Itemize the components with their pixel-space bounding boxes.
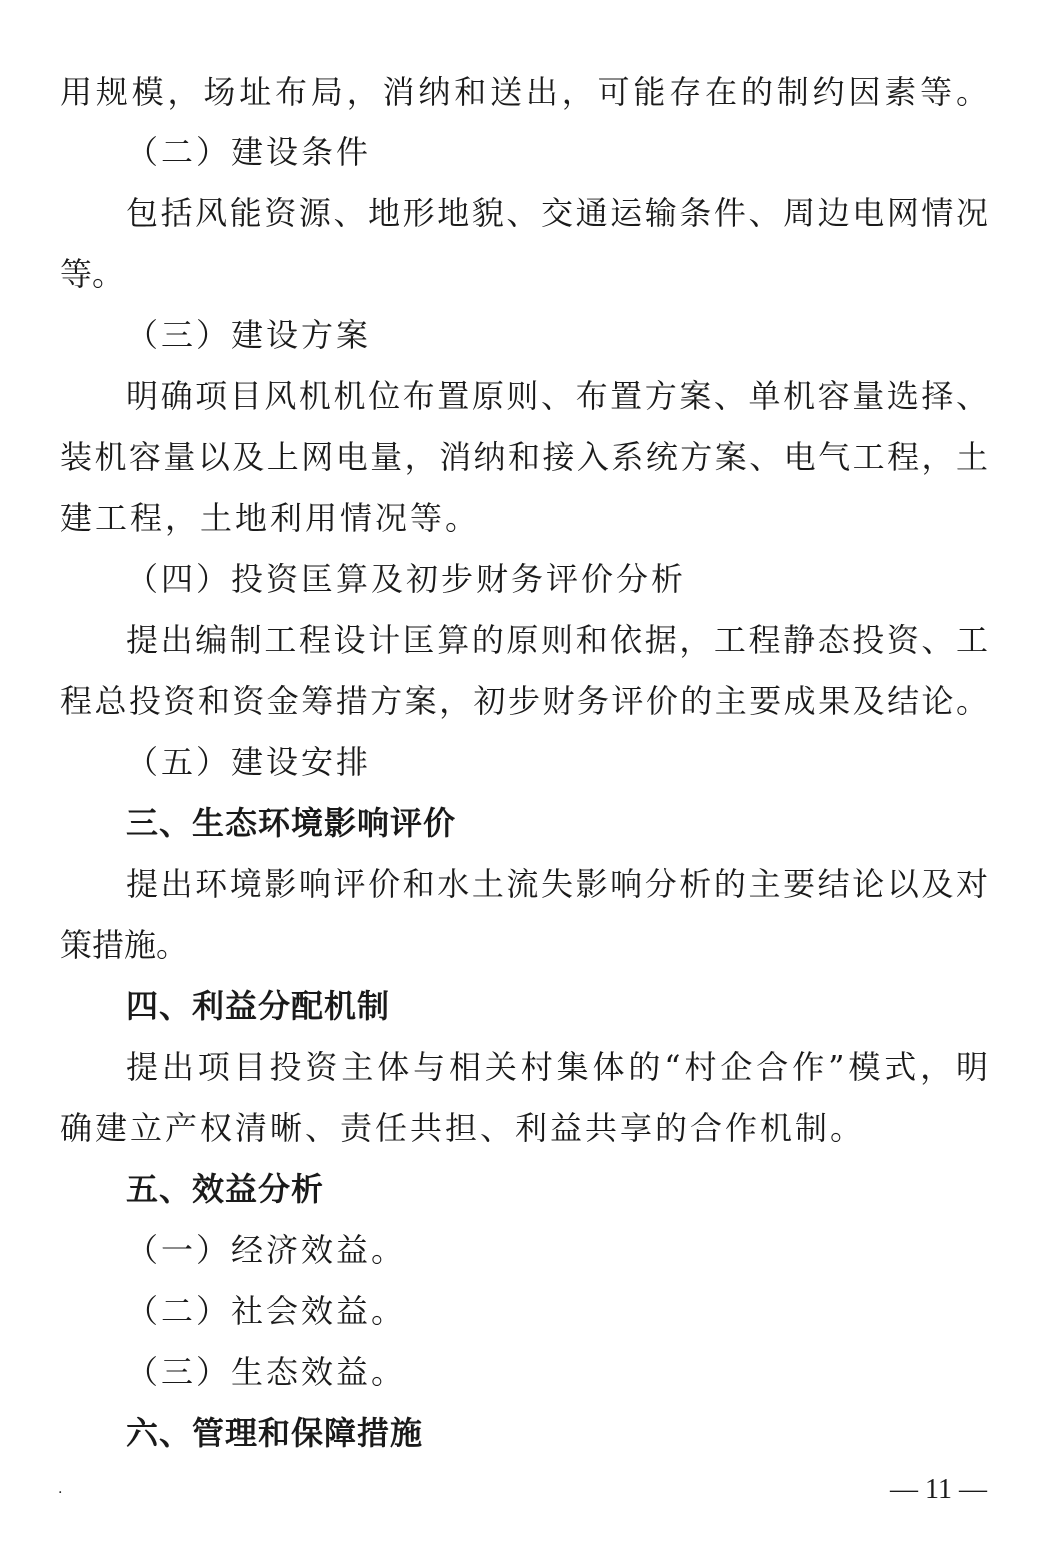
body-line: 程总投资和资金筹措方案，初步财务评价的主要成果及结论。 bbox=[60, 682, 988, 720]
subsection-item: （二）社会效益。 bbox=[126, 1292, 407, 1330]
subsection-heading: （四）投资匡算及初步财务评价分析 bbox=[126, 560, 687, 598]
section-heading: 六、管理和保障措施 bbox=[126, 1414, 424, 1452]
body-line: 确建立产权清晰、责任共担、利益共享的合作机制。 bbox=[60, 1109, 866, 1147]
body-line: 等。 bbox=[60, 255, 125, 293]
section-heading: 四、利益分配机制 bbox=[126, 987, 391, 1025]
body-line: 装机容量以及上网电量，消纳和接入系统方案、电气工程，土 bbox=[60, 438, 988, 476]
body-line: 包括风能资源、地形地貌、交通运输条件、周边电网情况 bbox=[126, 194, 988, 232]
body-line: 建工程，土地利用情况等。 bbox=[60, 499, 481, 537]
subsection-heading: （五）建设安排 bbox=[126, 743, 372, 781]
body-line: 策措施。 bbox=[60, 926, 189, 964]
body-line: 明确项目风机机位布置原则、布置方案、单机容量选择、 bbox=[126, 377, 988, 415]
subsection-heading: （二）建设条件 bbox=[126, 133, 372, 171]
subsection-heading: （三）建设方案 bbox=[126, 316, 372, 354]
section-heading: 五、效益分析 bbox=[126, 1170, 325, 1208]
body-line: 提出项目投资主体与相关村集体的“村企合作”模式，明 bbox=[126, 1048, 988, 1086]
body-line: 提出环境影响评价和水土流失影响分析的主要结论以及对 bbox=[126, 865, 988, 903]
footer-dot: . bbox=[58, 1481, 63, 1497]
section-heading: 三、生态环境影响评价 bbox=[126, 804, 457, 842]
body-line: 用规模，场址布局，消纳和送出，可能存在的制约因素等。 bbox=[60, 73, 988, 111]
body-line: 提出编制工程设计匡算的原则和依据，工程静态投资、工 bbox=[126, 621, 988, 659]
page-number: — 11 — bbox=[890, 1474, 987, 1505]
subsection-item: （三）生态效益。 bbox=[126, 1353, 407, 1391]
subsection-item: （一）经济效益。 bbox=[126, 1231, 407, 1269]
